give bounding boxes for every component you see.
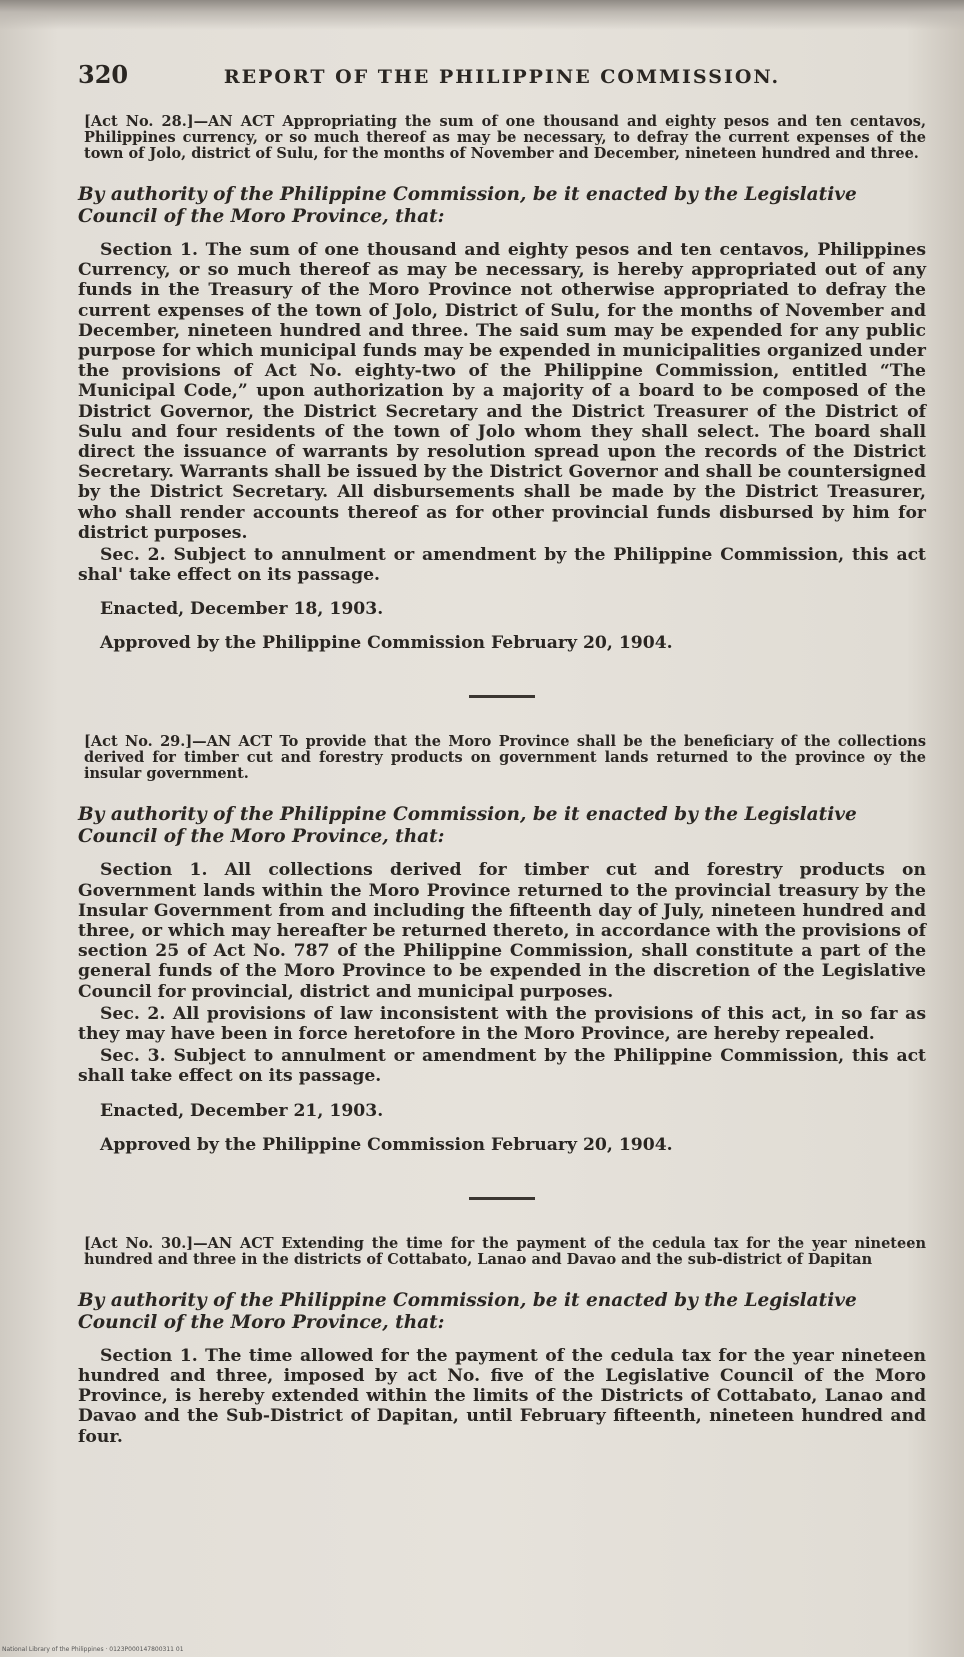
act-title: [Act No. 30.]—AN ACT Extending the time for the payment of the cedula tax for the year nineteen hundred and three in the districts of Cottabato, Lanao and Davao and the sub-district of Dapitan [84, 1234, 926, 1268]
section-paragraph: Section 1. All collections derived for timber cut and forestry products on Government lands within the Moro Province returned to the provincial treasury by the Insular Government from and including the fifteenth day of July, nineteen hundred and three, or which may hereafter be returned thereto, in accordance with the provisions of section 25 of Act No. 787 of the Philippine Commission, shall constitute a part of the general funds of the Moro Province to be expended in the discretion of the Legislative Council for provincial, district and municipal purposes. [78, 860, 926, 1002]
act-30 [78, 1236, 926, 1447]
running-head: REPORT OF THE PHILIPPINE COMMISSION. [223, 66, 781, 88]
section-paragraph: Sec. 2. All provisions of law inconsistent with the provisions of this act, in so far as they may have been in force heretofore in the Moro Province, are hereby repealed. [78, 1003, 926, 1045]
act-28 [78, 114, 926, 653]
section-paragraph: Section 1. The sum of one thousand and eighty pesos and ten centavos, Philippines Currency, or so much thereof as may be necessary, is hereby appropriated out of any funds in the Treasury of the Moro Province not otherwise appropriated to defray the current expenses of the town of Jolo, District of Sulu, for the months of November and December, nineteen hundred and three. The said sum may be expended for any public purpose for which municipal funds may be expended in municipalities organized under the provisions of Act No. eighty-two of the Philippine Commission, entitled “The Municipal Code,” upon authorization by a majority of a board to be composed of the District Governor, the District Secretary and the District Treasurer of the District of Sulu and four residents of the town of Jolo whom they shall select. The board shall direct the issuance of warrants by resolution spread upon the records of the District Secretary. Warrants shall be issued by the District Governor and shall be countersigned by the District Secretary. All disbursements shall be made by the District Treasurer, who shall render accounts thereof as for other provincial funds disbursed by him for district purposes. [78, 240, 926, 543]
enacted-date: Enacted, December 21, 1903. [100, 1100, 384, 1121]
page-header [78, 60, 926, 100]
section-divider [469, 1197, 535, 1200]
approval-line: Approved by the Philippine Commission February 20, 1904. [100, 1134, 673, 1155]
approval-line: Approved by the Philippine Commission February 20, 1904. [100, 633, 673, 654]
act-title: [Act No. 29.]—AN ACT To provide that the Moro Province shall be the beneficiary of the collections derived for timber cut and forestry products on government lands returned to the province oy the insular government. [84, 733, 926, 783]
enacting-clause [78, 804, 926, 848]
enacting-line: Council of the Moro Province, that: [78, 826, 445, 848]
page-content [78, 60, 926, 1447]
enacting-line: By authority of the Philippine Commission, be it enacted by the Legislative [78, 804, 857, 826]
section-paragraph: Section 1. The time allowed for the payment of the cedula tax for the year nineteen hundred and three, imposed by act No. five of the Legislative Council of the Moro Province, is hereby extended within the limits of the Districts of Cottabato, Lanao and Davao and the Sub-District of Dapitan, until February fifteenth, nineteen hundred and four. [78, 1345, 926, 1447]
section-divider [469, 695, 535, 698]
enacting-clause [78, 184, 926, 228]
enacting-clause [78, 1290, 926, 1334]
section-paragraph: Sec. 3. Subject to annulment or amendment by the Philippine Commission, this act shall take effect on its passage. [78, 1046, 926, 1087]
enacting-line: By authority of the Philippine Commission, be it enacted by the Legislative [78, 184, 857, 205]
enacting-line: Council of the Moro Province, that: [78, 1311, 445, 1333]
enacting-line: Council of the Moro Province, that: [78, 206, 445, 227]
act-title: [Act No. 28.]—AN ACT Appropriating the sum of one thousand and eighty pesos and ten centavos, Philippines currency, or so much thereof as may be necessary, to defray the current expenses of the town of Jolo, district of Sulu, for the months of November and December, nineteen hundred and three. [84, 113, 926, 162]
act-29 [78, 734, 926, 1154]
enacted-date: Enacted, December 18, 1903. [100, 599, 384, 620]
scan-edge-shadow [0, 0, 964, 30]
enacting-line: By authority of the Philippine Commission, be it enacted by the Legislative [78, 1289, 857, 1311]
library-credit: National Library of the Philippines · 0123P000147800311 01 [2, 1646, 184, 1653]
page-number: 320 [78, 60, 129, 89]
section-paragraph: Sec. 2. Subject to annulment or amendment by the Philippine Commission, this act shal' take effect on its passage. [78, 545, 926, 586]
